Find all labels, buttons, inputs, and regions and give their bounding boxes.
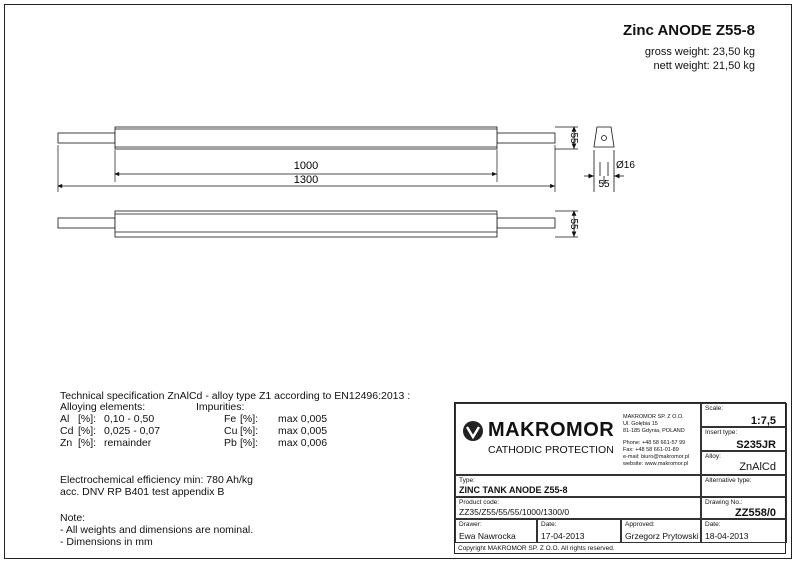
insert-rod-right-side — [497, 218, 555, 228]
date2-value: 18-04-2013 — [705, 531, 749, 541]
alloy-unit: [%]: — [78, 425, 97, 437]
insert-rod-right — [497, 133, 555, 143]
date2-cell: Date: 18-04-2013 — [701, 519, 787, 543]
dim-height-bottom: 55 — [568, 218, 579, 230]
alloying-label: Alloying elements: — [60, 401, 146, 413]
gross-weight: gross weight: 23,50 kg — [644, 46, 755, 58]
note-title: Note: — [60, 512, 86, 524]
logo-cell — [455, 403, 701, 475]
alloy-val: 0,025 - 0,07 — [104, 425, 161, 437]
dim-1000: 1000 — [293, 160, 319, 172]
email: e-mail: biuro@makromor.pl — [623, 454, 690, 460]
type-cell: Type: ZINC TANK ANODE Z55-8 — [455, 475, 701, 497]
note-1: - All weights and dimensions are nominal. — [60, 524, 254, 536]
impurity-unit: [%]: — [240, 413, 259, 425]
date1-cell: Date: 17-04-2013 — [537, 519, 621, 543]
anode-top-view — [58, 127, 578, 149]
impurity-unit: [%]: — [240, 425, 259, 437]
alloy-cell: Alloy: ZnAlCd — [701, 451, 787, 475]
approved-cell: Approved: Grzegorz Prytowski — [621, 519, 701, 543]
copyright: Copyright MAKROMOR SP. Z O.O. All rights reserved. — [458, 545, 615, 552]
website: website: www.makromor.pl — [623, 461, 689, 467]
insert-value: S235JR — [736, 439, 776, 451]
anode-body-top — [115, 127, 497, 149]
product-value: ZZ35/Z55/55/55/1000/1300/0 — [459, 507, 570, 517]
impurity-val: max 0,006 — [278, 437, 328, 449]
impurity-el: Cu — [224, 425, 238, 437]
efficiency-text: Electrochemical efficiency min: 780 Ah/kg — [60, 474, 253, 486]
drawer-cell: Drawer: Ewa Nawrocka — [455, 519, 537, 543]
alloy-val: remainder — [104, 437, 152, 449]
date1-value: 17-04-2013 — [541, 531, 585, 541]
title-block — [454, 402, 786, 554]
impurity-val: max 0,005 — [278, 425, 328, 437]
alloy-el: Zn — [60, 437, 73, 449]
spec-heading: Technical specification ZnAlCd - alloy type Z1 according to EN12496:2013 : — [60, 390, 411, 402]
alt-cell: Alternative type: — [701, 475, 787, 497]
scale-value: 1:7,5 — [750, 415, 776, 427]
phone: Phone: +48 58 661-57 99 — [623, 440, 686, 446]
alloy-unit: [%]: — [78, 413, 97, 425]
insert-rod-left — [58, 133, 115, 143]
alloy-unit: [%]: — [78, 437, 97, 449]
drawer-value: Ewa Nawrocka — [459, 531, 516, 541]
approved-value: Grzegorz Prytowski — [625, 531, 699, 541]
page-title: Zinc ANODE Z55-8 — [623, 22, 755, 39]
company-name: MAKROMOR SP. Z O.O. — [623, 414, 684, 420]
drawing-value: ZZ558/0 — [735, 507, 776, 519]
anode-body-side — [115, 211, 497, 237]
note-2: - Dimensions in mm — [60, 536, 153, 548]
logo-name: MAKROMOR — [488, 419, 615, 441]
impurity-unit: [%]: — [240, 437, 259, 449]
impurity-el: Fe — [224, 413, 237, 425]
impurity-el: Pb — [224, 437, 237, 449]
insert-cell: Insert type: S235JR — [701, 427, 787, 451]
logo-subtitle: CATHODIC PROTECTION — [488, 444, 614, 456]
address-line-1: Ul. Gołębia 15 — [623, 421, 658, 427]
anode-side-view — [58, 211, 578, 237]
dim-height-top: 55 — [568, 132, 579, 144]
alloy-val: 0,10 - 0,50 — [104, 413, 155, 425]
alloy-el: Al — [60, 413, 70, 425]
type-value: ZINC TANK ANODE Z55-8 — [459, 485, 568, 495]
alloy-value: ZnAlCd — [739, 461, 776, 473]
impurities-label: Impurities: — [196, 401, 245, 413]
nett-weight: nett weight: 21,50 kg — [653, 60, 755, 72]
address-line-2: 81-185 Gdynia, POLAND — [623, 428, 685, 434]
dim-width-section: 55 — [598, 179, 610, 190]
dim-diameter: Ø16 — [616, 160, 635, 171]
impurity-val: max 0,005 — [278, 413, 328, 425]
product-cell: Product code: ZZ35/Z55/55/55/1000/1300/0 — [455, 497, 701, 519]
fax: Fax: +48 58 661-01-89 — [623, 447, 679, 453]
alloy-el: Cd — [60, 425, 74, 437]
scale-cell: Scale: 1:7,5 — [701, 403, 787, 427]
insert-rod-left-side — [58, 218, 115, 228]
dim-1300: 1300 — [293, 174, 319, 186]
makromor-logo-icon — [462, 420, 484, 442]
test-text: acc. DNV RP B401 test appendix B — [60, 486, 225, 498]
drawing-cell: Drawing No.: ZZ558/0 — [701, 497, 787, 519]
